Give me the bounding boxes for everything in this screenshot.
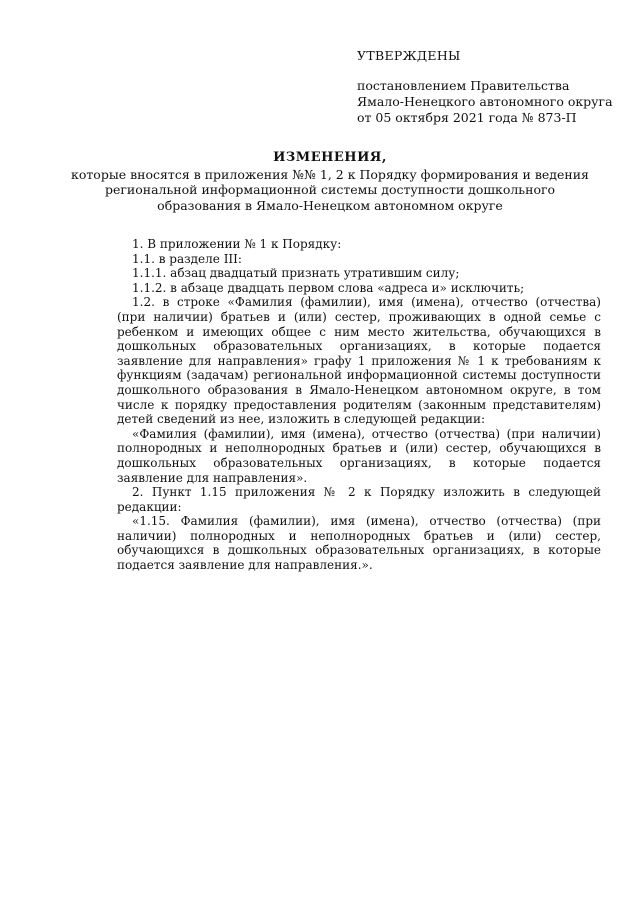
paragraph: 1.2. в строке «Фамилия (фамилии), имя (имена), отчество (отчества) (при наличии) братьев и (или) сестер, проживающих в одной семье с ребенком и имеющих общее с ним место жительства, обучающихся в дошкольных образовательных организациях, в которые подается заявление для направления» графу 1 приложения № 1 к требованиям к функциям (задачам) региональной информационной системы доступности дошкольного образования в Ямало-Ненецком автономном округе, в том числе к порядку предоставления родителям (законным представителям) детей сведений из нее, изложить в следующей редакции:: [117, 295, 601, 427]
paragraph: 2. Пункт 1.15 приложения № 2 к Порядку изложить в следующей редакции:: [117, 485, 601, 514]
approval-title: УТВЕРЖДЕНЫ: [357, 48, 461, 63]
heading-title: ИЗМЕНЕНИЯ,: [273, 150, 387, 165]
document-body: [117, 237, 601, 573]
quoted-paragraph: «Фамилия (фамилии), имя (имена), отчество (отчества) (при наличии) полнородных и неполнородных братьев и (или) сестер, обучающихся в дошкольных образовательных организациях, в которые подается заявление для направления».: [117, 426, 601, 485]
paragraph: 1.1.1. абзац двадцатый признать утратившим силу;: [132, 266, 460, 281]
quoted-paragraph: «1.15. Фамилия (фамилии), имя (имена), отчество (отчества) (при наличии) полнородных и неполнородных братьев и (или) сестер, обучающихся в дошкольных образовательных организациях, в которые подается заявление для направления.».: [117, 514, 601, 573]
heading-subtitle-line: которые вносятся в приложения №№ 1, 2 к Порядку формирования и ведения: [71, 166, 589, 182]
approval-line: постановлением Правительства: [357, 78, 570, 93]
document-heading: [60, 150, 600, 213]
approval-line: Ямало-Ненецкого автономного округа: [357, 94, 613, 109]
paragraph: 1.1. в разделе III:: [132, 251, 242, 266]
heading-subtitle-line: региональной информационной системы доступности дошкольного: [104, 182, 556, 197]
approval-line: от 05 октября 2021 года № 873-П: [357, 110, 577, 125]
approval-block: [357, 48, 613, 126]
paragraph: 1.1.2. в абзаце двадцать первом слова «адреса и» исключить;: [132, 280, 525, 295]
paragraph: 1. В приложении № 1 к Порядку:: [132, 237, 342, 251]
heading-subtitle-line: образования в Ямало-Ненецком автономном округе: [157, 197, 503, 213]
